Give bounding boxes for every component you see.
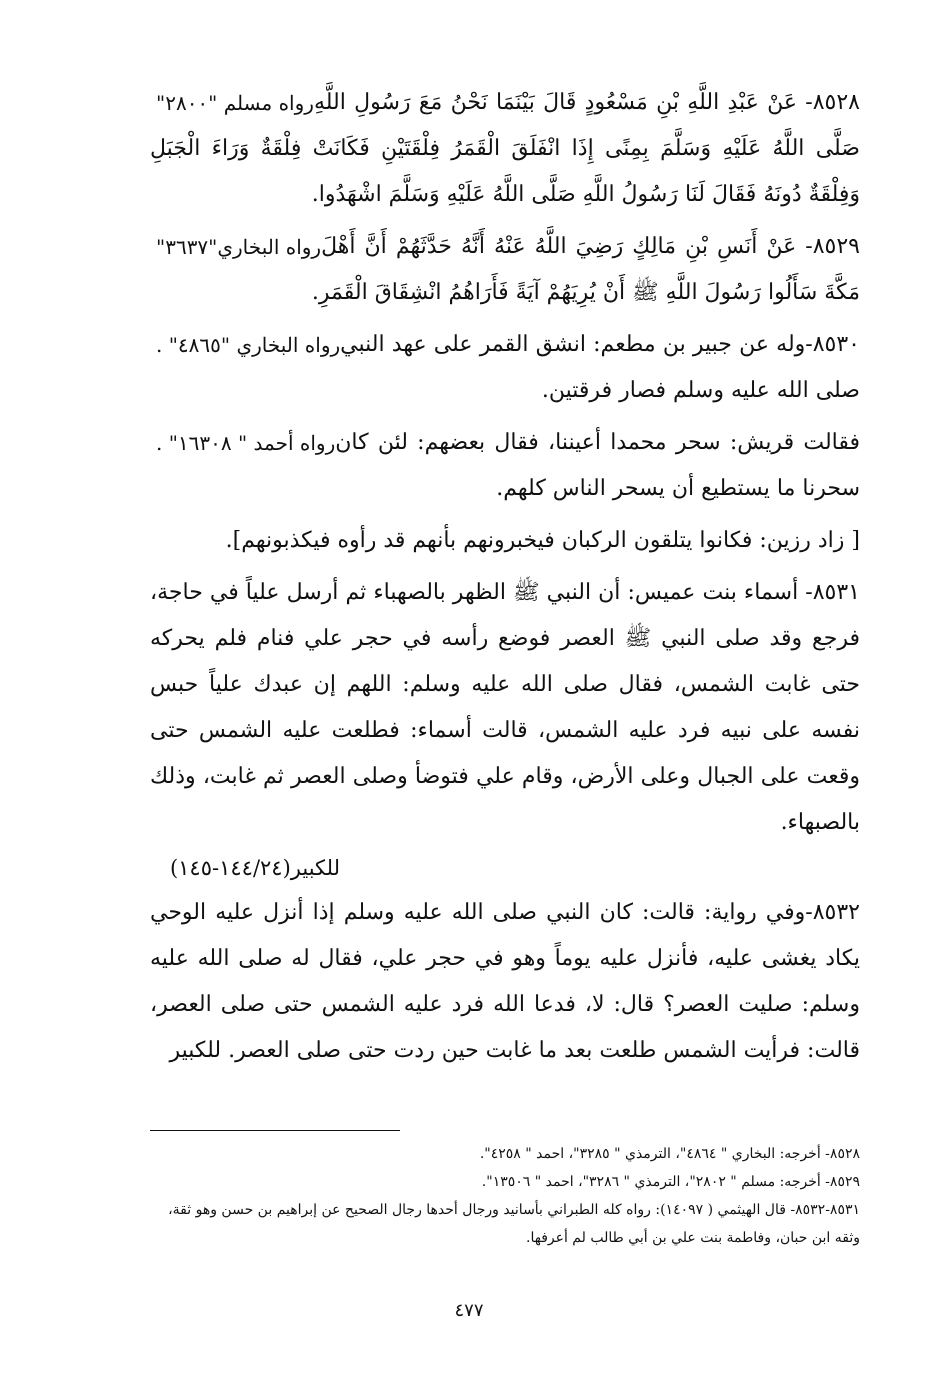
source-citation: رواه البخاري "٤٨٦٥" . (156, 333, 341, 357)
reference-text: للكبير(١٤٤/٢٤-١٤٥) (169, 856, 340, 880)
hadith-text: ٨٥٣٢-وفي رواية: قالت: كان النبي صلى الله عليه وسلم إذا أنزل عليه الوحي يكاد يغشى عليه، فأنزل عليه يوماً وهو في حجر علي، فقال له صلى الله عليه وسلم: صليت العصر؟ قال: لا، فدعا الله فرد عليه الشمس حتى صلى العصر، قالت: فرأيت الشمس طلعت بعد ما غابت حين ردت حتى صلى العصر. (150, 900, 860, 1063)
quraysh-narration (150, 420, 860, 512)
hadith-text: ٨٥٣١- أسماء بنت عميس: أن النبي ﷺ الظهر بالصهباء ثم أرسل علياً في حاجة، فرجع وقد صلى النبي ﷺ العصر فوضع رأسه في حجر علي فنام فلم يحركه حتى غابت الشمس، فقال صلى الله عليه وسلم: اللهم إن عبدك علياً حبس نفسه على نبيه فرد عليه الشمس، قالت أسماء: فطلعت عليه الشمس حتى وقعت على الجبال وعلى الأرض، وقام علي فتوضأ وصلى العصر ثم غابت، وذلك بالصبهاء. (150, 580, 860, 835)
footnotes (150, 1140, 860, 1252)
footnote-8531-8532: ٨٥٣١-٨٥٣٢- قال الهيثمي ( ١٤٠٩٧): رواه كله الطبراني بأسانيد ورجال أحدها رجال الصحيح عن إبراهيم بن حسن وهو ثقة، وثقه ابن حبان، وفاطمة بنت علي بن أبي طالب لم أعرفها. (168, 1202, 860, 1246)
hadith-text: فقالت قريش: سحر محمدا أعيننا، فقال بعضهم: لئن كان سحرنا ما يستطيع أن يسحر الناس كلهم. (335, 430, 860, 501)
source-citation: رواه البخاري"٣٦٣٧" (156, 235, 322, 259)
hadith-8531 (150, 570, 860, 846)
source-citation: للكبير (169, 1038, 222, 1063)
hadith-text: ٨٥٢٩- عَنْ أَنَسِ بْنِ مَالِكٍ رَضِيَ اللَّهُ عَنْهُ أَنَّهُ حَدَّثَهُمْ أَنَّ أَهْلَ مَكَّةَ سَأَلُوا رَسُولَ اللَّهِ ﷺ أَنْ يُرِيَهُمْ آيَةً فَأَرَاهُمُ انْشِقَاقَ الْقَمَرِ. (311, 234, 860, 305)
footnote-divider (150, 1130, 400, 1131)
hadith-8529 (150, 224, 860, 316)
hadith-text: [ زاد رزين: فكانوا يتلقون الركبان فيخبرونهم بأنهم قد رأوه فيكذبونهم]. (225, 528, 860, 553)
hadith-text: ٨٥٣٠-وله عن جبير بن مطعم: انشق القمر على عهد النبي صلى الله عليه وسلم فصار فرقتين. (340, 332, 860, 403)
hadith-8532 (150, 890, 860, 1074)
page-number: ٤٧٧ (454, 1300, 484, 1321)
footnote-8529: ٨٥٢٩- أخرجه: مسلم " ٢٨٠٢"، الترمذي " ٣٢٨٦"، احمد " ١٣٥٠٦". (481, 1174, 860, 1190)
footnote-8528: ٨٥٢٨- أخرجه: البخاري " ٤٨٦٤"، الترمذي " ٣٢٨٥"، احمد " ٤٢٥٨". (479, 1146, 860, 1162)
razin-addition (150, 518, 860, 564)
hadith-8530 (150, 322, 860, 414)
source-citation: رواه أحمد " ١٦٣٠٨" . (156, 431, 336, 455)
hadith-text: ٨٥٢٨- عَنْ عَبْدِ اللَّهِ بْنِ مَسْعُودٍ قَالَ بَيْنَمَا نَحْنُ مَعَ رَسُولِ اللَّهِ صَلَّى اللَّهُ عَلَيْهِ وَسَلَّمَ بِمِنًى إِذَا انْفَلَقَ الْقَمَرُ فِلْقَتَيْنِ فَكَانَتْ فِلْقَةٌ وَرَاءَ الْجَبَلِ وَفِلْقَةٌ دُونَهُ فَقَالَ لَنَا رَسُولُ اللَّهِ صَلَّى اللَّهُ عَلَيْهِ وَسَلَّمَ اشْهَدُوا. (150, 90, 860, 207)
kabir-reference (150, 846, 860, 890)
hadith-8528 (150, 80, 860, 218)
source-citation: رواه مسلم "٢٨٠٠" (156, 91, 314, 115)
